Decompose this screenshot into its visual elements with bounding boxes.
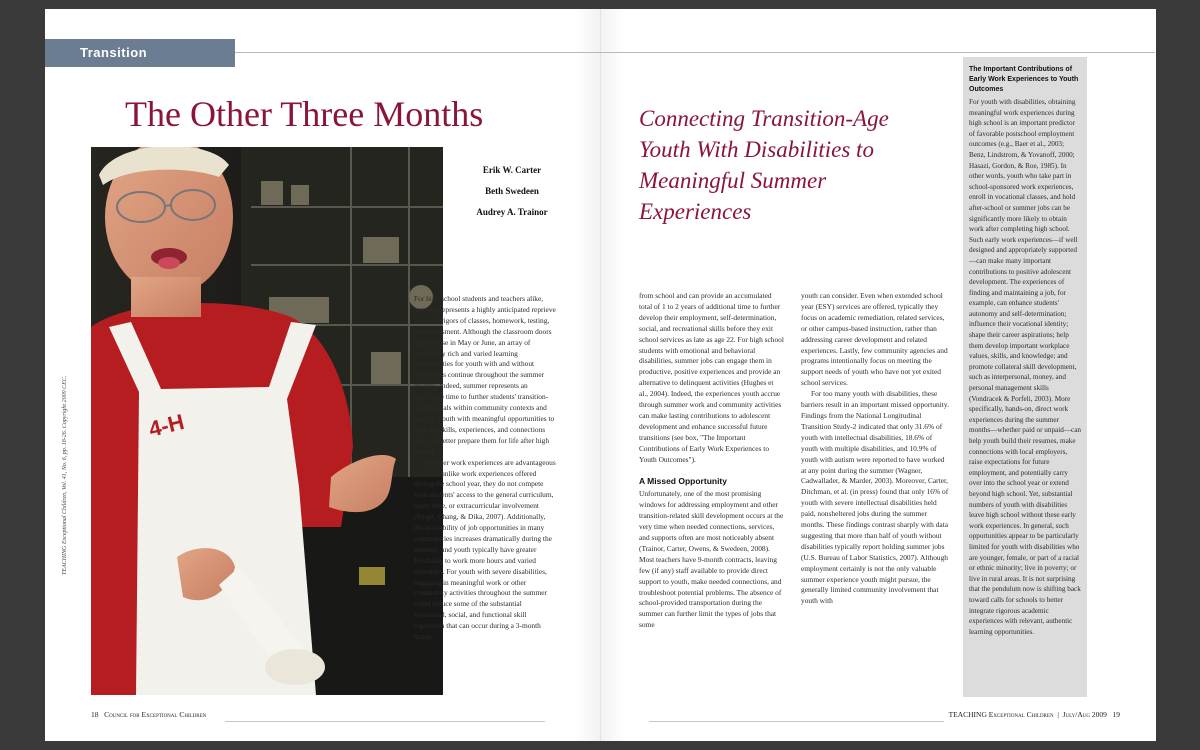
sidebar-box	[963, 57, 1087, 697]
svg-text:4-H: 4-H	[146, 409, 187, 442]
body-column-3	[801, 291, 949, 607]
author-name: Beth Swedeen	[485, 186, 539, 196]
header-rule	[235, 52, 1155, 53]
section-tab: Transition	[45, 39, 235, 67]
copyright-credit: TEACHING Exceptional Children, Vol. 41, No. 6, pp. 18-26. Copyright 2009 CEC.	[62, 375, 68, 575]
paragraph: from school and can provide an accumulated total of 1 to 2 years of additional time to further develop their employment, self-determination, social, and recreational skills before they exit school services as late as age 22. For high school students with emotional and behavioral disabilities, summer jobs can engage them in productive, positive experiences and provide an alternative to delinquent activities (Hughes et al., 2004). Indeed, the experiences youth accrue through summer work and community activities can make lasting contributions to adolescent development and enhance successful future transitions (see box, "The Important Contributions of Early Work Experiences to Youth Outcomes").	[639, 291, 784, 464]
magazine-spread	[45, 9, 1156, 741]
page-number: 19	[1112, 710, 1120, 719]
footer-right: TEACHING Exceptional Children | July/Aug 2009 19	[948, 710, 1120, 719]
article-title: The Other Three Months	[125, 94, 484, 134]
footer-rule-left	[225, 721, 545, 722]
author-name: Audrey A. Trainor	[476, 207, 548, 217]
sidebar-title: The Important Contributions of Early Work Experiences to Youth Outcomes	[969, 66, 1079, 93]
paragraph: For high school students and teachers alike, summer represents a highly anticipated reprieve from the rigors of classes, homework, testing, and assessment. Although the classroom doors might close in May or June, an array of potentially rich and varied learning opportunities for youth with and without disabilities continue throughout the summer months. Indeed, summer represents an opportune time to further students' transition-related goals within community contexts and provide youth with meaningful opportunities to gain the skills, experiences, and connections that can better prepare them for life after high school.	[414, 294, 556, 456]
svg-text:BALL: BALL	[184, 390, 229, 413]
author-list	[443, 165, 581, 228]
page-gutter	[600, 9, 601, 741]
footer-rule-right	[649, 721, 944, 722]
issue-date: July/Aug 2009	[1062, 710, 1107, 719]
journal-name: TEACHING Exceptional Children	[948, 710, 1054, 719]
sidebar-text: For youth with disabilities, obtaining meaningful work experiences during high school is an important predictor of favorable postschool employment outcomes (e.g., Baer et al., 2003; Benz, Lindstrom, & Yovanoff, 2000; Hasazi, Gordon, & Roe, 1985). In other words, youth who take part in school-sponsored work experiences, enroll in vocational classes, and hold after-school or summer jobs can be significantly more likely to obtain work after completing high school. Such early work experiences—if well designed and appropriately supported—can make many important contributions to positive adolescent development. The experiences of finding and maintaining a job, for example, can enhance students' autonomy and self-determination; influence their vocational identity; shape their career aspirations; help them develop important workplace values, skills, and knowledge; and promote collateral skill development, such as interpersonal, money, and personal management skills (Vondracek & Porfeli, 2003). More specifically, hands-on, direct work experiences during the summer months—whether paid or unpaid—can help youth build their resumes, make connections with local employers, raise expectations for future employment, and potentially carry over into the school year or extend beyond high school. Yet, substantial numbers of youth with disabilities leave high school without these early work experiences. In general, such opportunities appear to be particularly limited for youth with disabilities who are younger, female, or part of a racial or ethnic minority; live in poverty; or live in rural areas. It is not surprising that the pendulum now is shifting back toward calls for schools to better integrate rigorous academic experiences with relevant, authentic learning opportunities.	[969, 98, 1081, 636]
article-subtitle: Connecting Transition-Age Youth With Disabilities to Meaningful Summer Experiences	[639, 106, 889, 224]
section-heading: A Missed Opportunity	[639, 475, 727, 486]
paragraph: Summer work experiences are advantageous because, unlike work experiences offered during the school year, they do not compete with students' access to the general curriculum, study time, or extracurricular involvement (Singh, Chang, & Dika, 2007). Additionally, the availability of job opportunities in many communities increases dramatically during the summer, and youth typically have greater flexibility to work more hours and varied schedules. For youth with severe disabilities, engaging in meaningful work or other community activities throughout the summer could reduce some of the substantial vocational, social, and functional skill regression that can occur during a 3-month hiatus	[414, 457, 556, 642]
footer-left	[91, 710, 206, 719]
paragraph: youth can consider. Even when extended school year (ESY) services are offered, typically they focus on academic remediation, related services, or other campus-based instruction, rather than addressing career development and related experiences. Lastly, few community agencies and programs intentionally focus on meeting the support needs of youth who have not yet exited school services.	[801, 291, 948, 388]
body-column-2	[639, 291, 784, 631]
article-photo	[91, 147, 443, 695]
body-column-1	[414, 294, 556, 643]
author-name: Erik W. Carter	[482, 165, 542, 175]
page-number: 18	[91, 710, 99, 719]
paragraph: For too many youth with disabilities, these barriers result in an important missed opportunity. Findings from the National Longitudinal Transition Study-2 indicated that only 31.6% of youth with intellectual disabilities, 18.6% of youth with multiple disabilities, and 10.9% of youth with autism were reported to have worked at any point during the summer (Wagner, Cadwallader, & Marder, 2003). Moreover, Carter, Ditchman, et al. (in press) found that only 16% of youth with severe intellectual disabilities held paid, nonsheltered jobs during the summer months. These findings contrast sharply with data suggesting that more than half of youth without disabilities typically report holding summer jobs (U.S. Bureau of Labor Statistics, 2007). Although employment certainly is not the only valuable summer experience youth might pursue, the generally limited community involvement that youth with	[801, 389, 949, 606]
photo-illustration	[91, 147, 443, 695]
publisher-name: Council for Exceptional Children	[104, 710, 207, 719]
paragraph: Unfortunately, one of the most promising windows for addressing employment and other transition-related skill development occurs at the very time when needed connections, services, and supports often are most noticeably absent (Trainor, Carter, Owens, & Swedeen, 2008). Most teachers have 9-month contracts, leaving few (if any) staff available to provide direct support to youth, make needed connections, and troubleshoot potential problems. The absence of school-provided transportation during the summer can further limit the types of jobs that some	[639, 489, 784, 630]
